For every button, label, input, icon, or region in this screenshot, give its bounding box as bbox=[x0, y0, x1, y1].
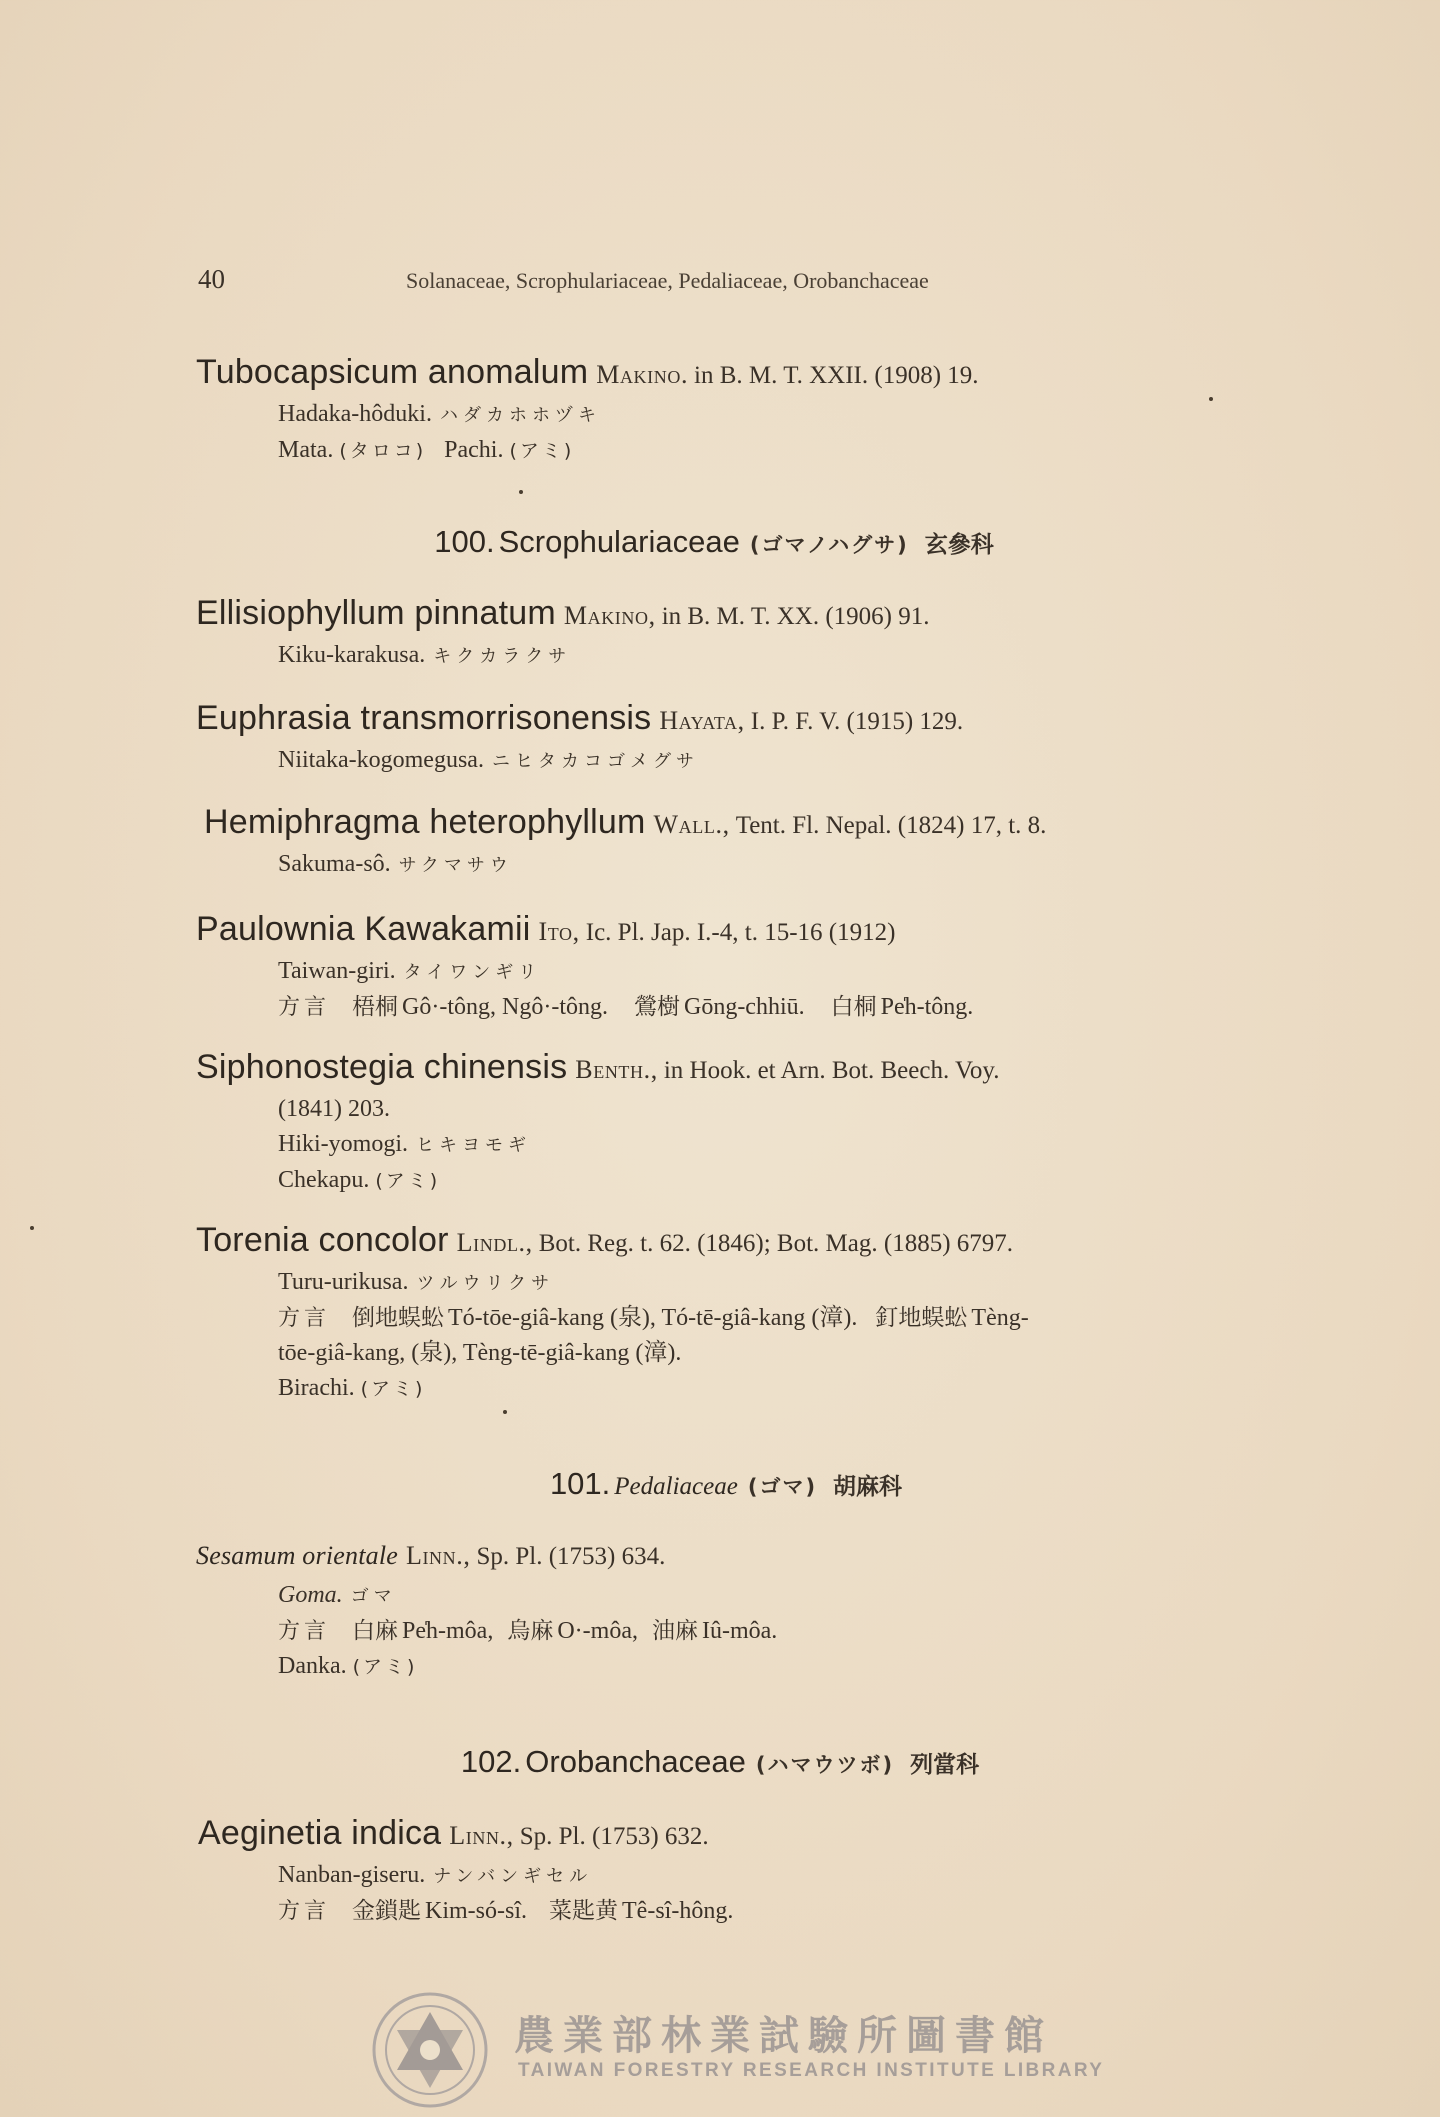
vernacular-line bbox=[278, 743, 1236, 779]
dialect-line bbox=[278, 1894, 1238, 1929]
family-heading bbox=[0, 1744, 1440, 1780]
dialect-line bbox=[278, 1614, 1236, 1649]
japanese-romaji: Niitaka-kogomegusa. bbox=[278, 747, 484, 773]
family-chinese: 胡麻科 bbox=[833, 1474, 903, 1500]
tribe-label: (アミ) bbox=[375, 1170, 441, 1192]
vernacular-line bbox=[278, 1163, 1236, 1199]
species-entry bbox=[196, 1222, 1236, 1407]
citation: Sp. Pl. (1753) 634. bbox=[476, 1543, 666, 1570]
vernacular-line bbox=[278, 638, 1236, 674]
dialect-label: 方言 bbox=[278, 1899, 331, 1924]
citation-continued bbox=[278, 1092, 1236, 1127]
ink-speck bbox=[1209, 397, 1213, 401]
japanese-romaji: Nanban-giseru. bbox=[278, 1862, 426, 1888]
dialect-line-continued bbox=[278, 1336, 1236, 1371]
japanese-romaji: Taiwan-giri. bbox=[278, 958, 396, 984]
chinese-name: 梧桐 bbox=[352, 994, 399, 1020]
japanese-romaji: Hadaka-hôduki. bbox=[278, 401, 432, 427]
author: Lindl., bbox=[456, 1228, 533, 1257]
dialect-romanization: Kim-só-sî. bbox=[425, 1898, 528, 1924]
citation-year: (1841) 203. bbox=[278, 1096, 390, 1122]
chinese-name: 倒地蜈蚣 bbox=[352, 1305, 445, 1331]
vernacular-line bbox=[278, 1649, 1236, 1685]
aboriginal-name: Mata. bbox=[278, 437, 334, 463]
author: Benth., bbox=[575, 1055, 658, 1084]
japanese-romaji: Goma. bbox=[278, 1582, 343, 1608]
japanese-romaji: Kiku-karakusa. bbox=[278, 642, 426, 668]
aboriginal-name: Chekapu. bbox=[278, 1167, 370, 1193]
species-entry bbox=[196, 1049, 1236, 1199]
dialect-label: 方言 bbox=[278, 995, 331, 1020]
species-name: Torenia concolor bbox=[196, 1221, 449, 1259]
katakana-name: キクカラクサ bbox=[433, 646, 572, 667]
author: Wall., bbox=[653, 810, 730, 839]
katakana-name: ツルウリクサ bbox=[416, 1273, 555, 1294]
katakana-name: タイワンギリ bbox=[403, 962, 542, 983]
library-seal-logo bbox=[370, 1990, 490, 2110]
family-heading bbox=[6, 1466, 1440, 1502]
dialect-label: 方言 bbox=[278, 1306, 331, 1331]
library-name-chinese: 農業部林業試驗所圖書館 bbox=[514, 2013, 1053, 2059]
tribe-label: (アミ) bbox=[509, 440, 575, 462]
species-entry bbox=[198, 1815, 1238, 1929]
vernacular-line bbox=[278, 847, 1244, 883]
katakana-name: ナンバンギセル bbox=[433, 1866, 593, 1887]
chinese-name: 白桐 bbox=[830, 994, 877, 1020]
chinese-name: 菜匙黄 bbox=[549, 1898, 619, 1924]
citation: in B. M. T. XX. (1906) 91. bbox=[661, 603, 930, 630]
dialect-romanization: Gōng-chhiū. bbox=[683, 994, 805, 1020]
species-entry bbox=[196, 1538, 1236, 1685]
katakana-name: ハダカホホヅキ bbox=[439, 405, 601, 426]
species-entry bbox=[204, 804, 1244, 883]
species-entry bbox=[196, 911, 1236, 1025]
vernacular-line bbox=[278, 433, 1236, 469]
katakana-name: ゴマ bbox=[350, 1586, 397, 1607]
vernacular-line bbox=[278, 1371, 1236, 1407]
aboriginal-name: Birachi. bbox=[278, 1375, 355, 1401]
dialect-romanization: Gô·-tông, Ngô·-tông. bbox=[402, 994, 608, 1020]
family-kana: (ゴマノハグサ) bbox=[749, 533, 909, 557]
author: Makino. bbox=[596, 360, 689, 389]
dialect-romanization: O·-môa, bbox=[557, 1618, 638, 1644]
chinese-name: 油麻 bbox=[651, 1618, 698, 1644]
dialect-romanization: Iû-môa. bbox=[701, 1618, 778, 1644]
species-name: Sesamum orientale bbox=[196, 1541, 398, 1570]
chinese-name: 金鎖匙 bbox=[352, 1898, 422, 1924]
vernacular-line bbox=[278, 1858, 1238, 1894]
dialect-romanization: tōe-giâ-kang, (泉), Tèng-tē-giâ-kang (漳). bbox=[278, 1340, 682, 1366]
page-number: 40 bbox=[198, 264, 225, 294]
species-name: Tubocapsicum anomalum bbox=[196, 353, 589, 391]
vernacular-line bbox=[278, 1127, 1236, 1163]
ink-speck bbox=[503, 1410, 507, 1414]
species-name: Siphonostegia chinensis bbox=[196, 1048, 568, 1086]
katakana-name: ニヒタカコゴメグサ bbox=[491, 751, 699, 772]
japanese-romaji: Hiki-yomogi. bbox=[278, 1131, 408, 1157]
chinese-name: 鶯樹 bbox=[633, 994, 680, 1020]
library-name-english: TAIWAN FORESTRY RESEARCH INSTITUTE LIBRARY bbox=[518, 2060, 1105, 2081]
dialect-romanization: Tê-sî-hông. bbox=[622, 1898, 734, 1924]
species-name: Aeginetia indica bbox=[198, 1814, 442, 1852]
species-name: Euphrasia transmorrisonensis bbox=[196, 699, 652, 737]
chinese-name: 白麻 bbox=[352, 1618, 399, 1644]
japanese-romaji: Turu-urikusa. bbox=[278, 1269, 409, 1295]
species-entry bbox=[196, 595, 1236, 674]
ink-speck bbox=[519, 490, 523, 494]
japanese-romaji: Sakuma-sô. bbox=[278, 851, 391, 877]
author: Makino, bbox=[563, 601, 656, 630]
vernacular-line bbox=[278, 397, 1236, 433]
citation: Sp. Pl. (1753) 632. bbox=[519, 1823, 709, 1850]
tribe-label: (アミ) bbox=[360, 1378, 426, 1400]
dialect-label: 方言 bbox=[278, 1619, 331, 1644]
aboriginal-name: Danka. bbox=[278, 1653, 347, 1679]
family-chinese: 玄參科 bbox=[924, 532, 994, 558]
species-name: Ellisiophyllum pinnatum bbox=[196, 594, 556, 632]
author: Ito, bbox=[538, 917, 580, 946]
katakana-name: サクマサウ bbox=[398, 855, 513, 876]
species-name: Paulownia Kawakamii bbox=[196, 910, 531, 948]
citation: in Hook. et Arn. Bot. Beech. Voy. bbox=[663, 1057, 1000, 1084]
dialect-romanization: Tèng- bbox=[971, 1305, 1029, 1331]
citation: I. P. F. V. (1915) 129. bbox=[750, 708, 964, 735]
family-heading bbox=[0, 524, 1434, 560]
family-kana: (ハマウツボ) bbox=[755, 1753, 895, 1777]
family-chinese: 列當科 bbox=[910, 1752, 980, 1778]
author: Linn., bbox=[449, 1821, 514, 1850]
dialect-romanization: Pe̍h-môa, bbox=[402, 1618, 494, 1644]
citation: Tent. Fl. Nepal. (1824) 17, t. 8. bbox=[735, 812, 1047, 839]
species-entry bbox=[196, 700, 1236, 779]
vernacular-line bbox=[278, 954, 1236, 990]
vernacular-line bbox=[278, 1265, 1236, 1301]
ink-speck bbox=[30, 1226, 34, 1230]
chinese-name: 烏麻 bbox=[507, 1618, 554, 1644]
katakana-name: ヒキヨモギ bbox=[416, 1135, 531, 1156]
vernacular-line bbox=[278, 1578, 1236, 1614]
family-number: 101. bbox=[549, 1466, 611, 1501]
dialect-romanization: Tó-tōe-giâ-kang (泉), Tó-tē-giâ-kang (漳). bbox=[448, 1305, 858, 1331]
author: Hayata, bbox=[659, 706, 745, 735]
citation: in B. M. T. XXII. (1908) 19. bbox=[694, 362, 979, 389]
dialect-line bbox=[278, 1301, 1236, 1336]
family-name: Orobanchaceae bbox=[525, 1744, 746, 1779]
dialect-romanization: Pe̍h-tông. bbox=[880, 994, 974, 1020]
citation: Ic. Pl. Jap. I.-4, t. 15-16 (1912) bbox=[585, 919, 896, 946]
citation: Bot. Reg. t. 62. (1846); Bot. Mag. (1885) 6797. bbox=[538, 1230, 1014, 1257]
tribe-label: (タロコ) bbox=[339, 440, 427, 462]
tribe-label: (アミ) bbox=[352, 1656, 418, 1678]
family-number: 100. bbox=[434, 524, 495, 559]
family-name: Scrophulariaceae bbox=[498, 524, 740, 559]
author: Linn., bbox=[405, 1541, 471, 1570]
family-number: 102. bbox=[460, 1744, 522, 1779]
species-entry bbox=[196, 354, 1236, 469]
family-kana: (ゴマ) bbox=[747, 1475, 818, 1499]
chinese-name: 釘地蜈蚣 bbox=[875, 1305, 968, 1331]
running-title: Solanaceae, Scrophulariaceae, Pedaliaceae, Orobanchaceae bbox=[406, 268, 929, 293]
species-name: Hemiphragma heterophyllum bbox=[204, 803, 646, 841]
dialect-line bbox=[278, 990, 1236, 1025]
aboriginal-name: Pachi. bbox=[444, 437, 504, 463]
family-name: Pedaliaceae bbox=[614, 1473, 738, 1500]
